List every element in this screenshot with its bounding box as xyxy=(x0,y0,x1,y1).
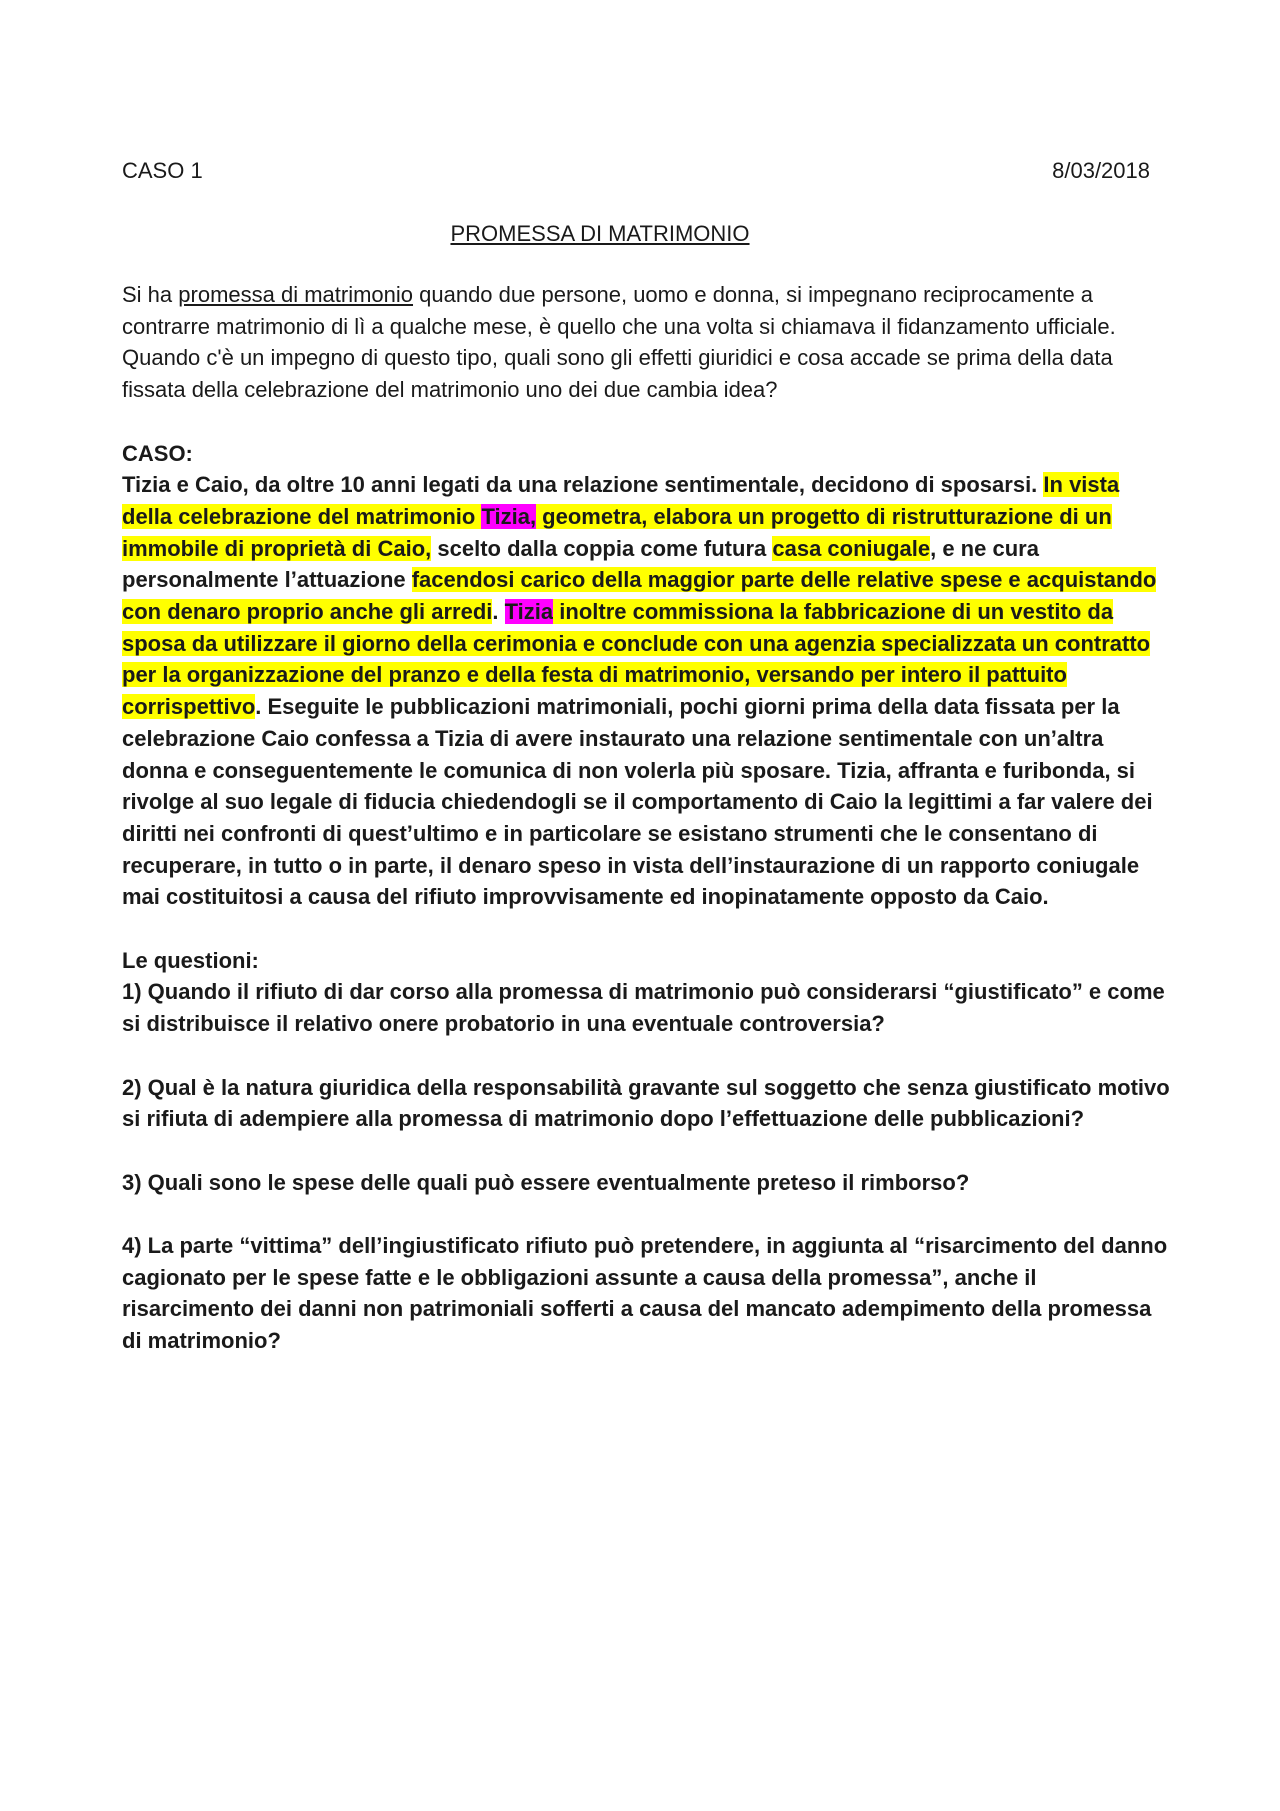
underlined-term: promessa di matrimonio xyxy=(178,282,414,307)
question-3: 3) Quali sono le spese delle quali può essere eventualmente preteso il rimborso? xyxy=(122,1169,970,1195)
highlight-magenta: Tizia, xyxy=(481,503,537,529)
case-heading: CASO: xyxy=(122,440,193,466)
question-2: 2) Qual è la natura giuridica della responsabilità gravante sul soggetto che senza giustificato motivo si rifiuta di adempiere alla promessa di matrimonio dopo l’effettuazione delle pubblicazioni? xyxy=(122,1074,1170,1132)
case-paragraph: Tizia e Caio, da oltre 10 anni legati da una relazione sentimentale, decidono di sposarsi. In vista della celebrazione del matrimonio Tizia, geometra, elabora un progetto di ristrutturazione di un immobile di proprietà di Caio, scelto dalla coppia come futura casa coniugale, e ne cura personalmente l’attuazione facendosi carico della maggior parte delle relative spese e acquistando con denaro proprio anche gli arredi. Tizia inoltre commissiona la fabbricazione di un vestito da sposa da utilizzare il giorno della cerimonia e conclude con una agenzia specializzata un contratto per la organizzazione del pranzo e della festa di matrimonio, versando per intero il pattuito corrispettivo. Eseguite le pubblicazioni matrimoniali, pochi giorni prima della data fissata per la celebrazione Caio confessa a Tizia di avere instaurato una relazione sentimentale con un’altra donna e conseguentemente le comunica di non volerla più sposare. Tizia, affranta e furibonda, si rivolge al suo legale di fiducia chiedendogli se il comportamento di Caio la legittimi a far valere dei diritti nei confronti di quest’ultimo e in particolare se esistano strumenti che le consentano di recuperare, in tutto o in parte, il denaro speso in vista dell’instaurazione di un rapporto coniugale mai costituitosi a causa del rifiuto improvvisamente ed inopinatamente opposto da Caio. xyxy=(122,472,1157,910)
document-body xyxy=(122,279,1172,1357)
document-title xyxy=(0,219,1200,249)
highlight-yellow: facendosi carico della maggior parte delle relative spese e acquistando con denaro proprio anche gli arredi xyxy=(122,567,1157,625)
intro-paragraph-2: Quando c'è un impegno di questo tipo, quali sono gli effetti giuridici e cosa accade se prima della data fissata della celebrazione del matrimonio uno dei due cambia idea? xyxy=(122,345,1113,403)
title-text: PROMESSA DI MATRIMONIO xyxy=(450,221,750,246)
question-4: 4) La parte “vittima” dell’ingiustificato rifiuto può pretendere, in aggiunta al “risarcimento del danno cagionato per le spese fatte e le obbligazioni assunte a causa della promessa”, anche il risarcimento dei danni non patrimoniali sofferti a causa del mancato adempimento della promessa di matrimonio? xyxy=(122,1233,1168,1354)
highlight-yellow: casa coniugale xyxy=(772,535,931,561)
highlight-yellow: inoltre commissiona la fabbricazione di un vestito da sposa da utilizzare il giorno della cerimonia e conclude con una agenzia specializzata un contratto per la organizzazione del pranzo e della festa di matrimonio, versando per intero il pattuito corrispettivo xyxy=(122,599,1151,720)
highlight-yellow: geometra, elabora un progetto di ristrutturazione di un immobile di proprietà di Caio, xyxy=(122,503,1112,561)
intro-paragraph-1: Si ha promessa di matrimonio quando due persone, uomo e donna, si impegnano reciprocamente a contrarre matrimonio di lì a qualche mese, è quello che una volta si chiamava il fidanzamento ufficiale. xyxy=(122,282,1116,339)
question-1: 1) Quando il rifiuto di dar corso alla promessa di matrimonio può considerarsi “giustificato” e come si distribuisce il relativo onere probatorio in una eventuale controversia? xyxy=(122,979,1165,1037)
highlight-yellow: In vista della celebrazione del matrimonio xyxy=(122,472,1120,529)
document-date: 8/03/2018 xyxy=(1052,158,1150,183)
case-label: CASO 1 xyxy=(122,158,203,183)
questions-heading: Le questioni: xyxy=(122,947,259,973)
highlight-magenta: Tizia xyxy=(504,599,554,625)
